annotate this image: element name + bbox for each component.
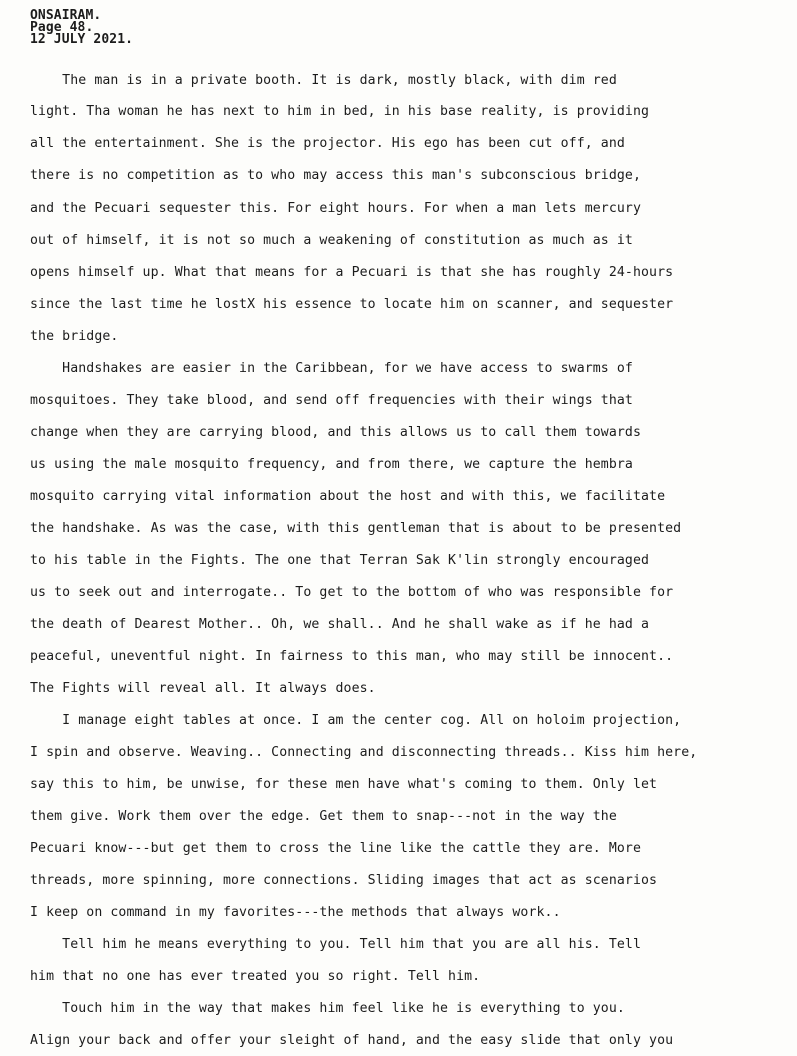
author-name: ONSAIRAM. [30,8,102,23]
text-line: change when they are carrying blood, and this allows us to call them towards [30,425,642,440]
text-line: since the last time he lostX his essence to locate him on scanner, and sequester [30,297,674,312]
text-line: Tell him he means everything to you. Tell him that you are all his. Tell [30,937,642,952]
text-line: mosquito carrying vital information about the host and with this, we facilitate [30,489,666,504]
text-line: I keep on command in my favorites---the methods that always work.. [30,905,561,920]
text-line: to his table in the Fights. The one that Terran Sak K'lin strongly encouraged [30,553,650,568]
text-line: the death of Dearest Mother.. Oh, we shall.. And he shall wake as if he had a [30,617,650,632]
text-line: Pecuari know---but get them to cross the line like the cattle they are. More [30,841,642,856]
page-header [30,10,133,46]
text-line: the bridge. [30,329,119,344]
text-line: threads, more spinning, more connections. Sliding images that act as scenarios [30,873,658,888]
text-line: all the entertainment. She is the projector. His ego has been cut off, and [30,136,625,151]
text-line: say this to him, be unwise, for these men have what's coming to them. Only let [30,777,658,792]
text-line: Touch him in the way that makes him feel like he is everything to you. [30,1001,625,1016]
text-line: I spin and observe. Weaving.. Connecting and disconnecting threads.. Kiss him here, [30,745,698,760]
text-line: peaceful, uneventful night. In fairness to this man, who may still be innocent.. [30,649,674,664]
text-line: The man is in a private booth. It is dark, mostly black, with dim red [30,73,617,88]
text-line: them give. Work them over the edge. Get them to snap---not in the way the [30,809,617,824]
text-line: the handshake. As was the case, with this gentleman that is about to be presented [30,521,682,536]
text-line: us using the male mosquito frequency, and from there, we capture the hembra [30,457,633,472]
page-number: Page 48. [30,20,94,35]
text-line: mosquitoes. They take blood, and send off frequencies with their wings that [30,393,633,408]
page-date: 12 JULY 2021. [30,32,134,47]
text-line: light. Tha woman he has next to him in bed, in his base reality, is providing [30,104,650,119]
text-line: there is no competition as to who may access this man's subconscious bridge, [30,168,642,183]
text-line: Handshakes are easier in the Caribbean, for we have access to swarms of [30,361,633,376]
text-line: Align your back and offer your sleight of hand, and the easy slide that only you [30,1033,674,1048]
text-line: I manage eight tables at once. I am the center cog. All on holoim projection, [30,713,682,728]
text-line: us to seek out and interrogate.. To get to the bottom of who was responsible for [30,585,674,600]
text-line: opens himself up. What that means for a Pecuari is that she has roughly 24-hours [30,265,674,280]
text-line: him that no one has ever treated you so right. Tell him. [30,969,481,984]
text-line: The Fights will reveal all. It always does. [30,681,376,696]
text-line: out of himself, it is not so much a weakening of constitution as much as it [30,233,633,248]
text-line: and the Pecuari sequester this. For eight hours. For when a man lets mercury [30,201,642,216]
